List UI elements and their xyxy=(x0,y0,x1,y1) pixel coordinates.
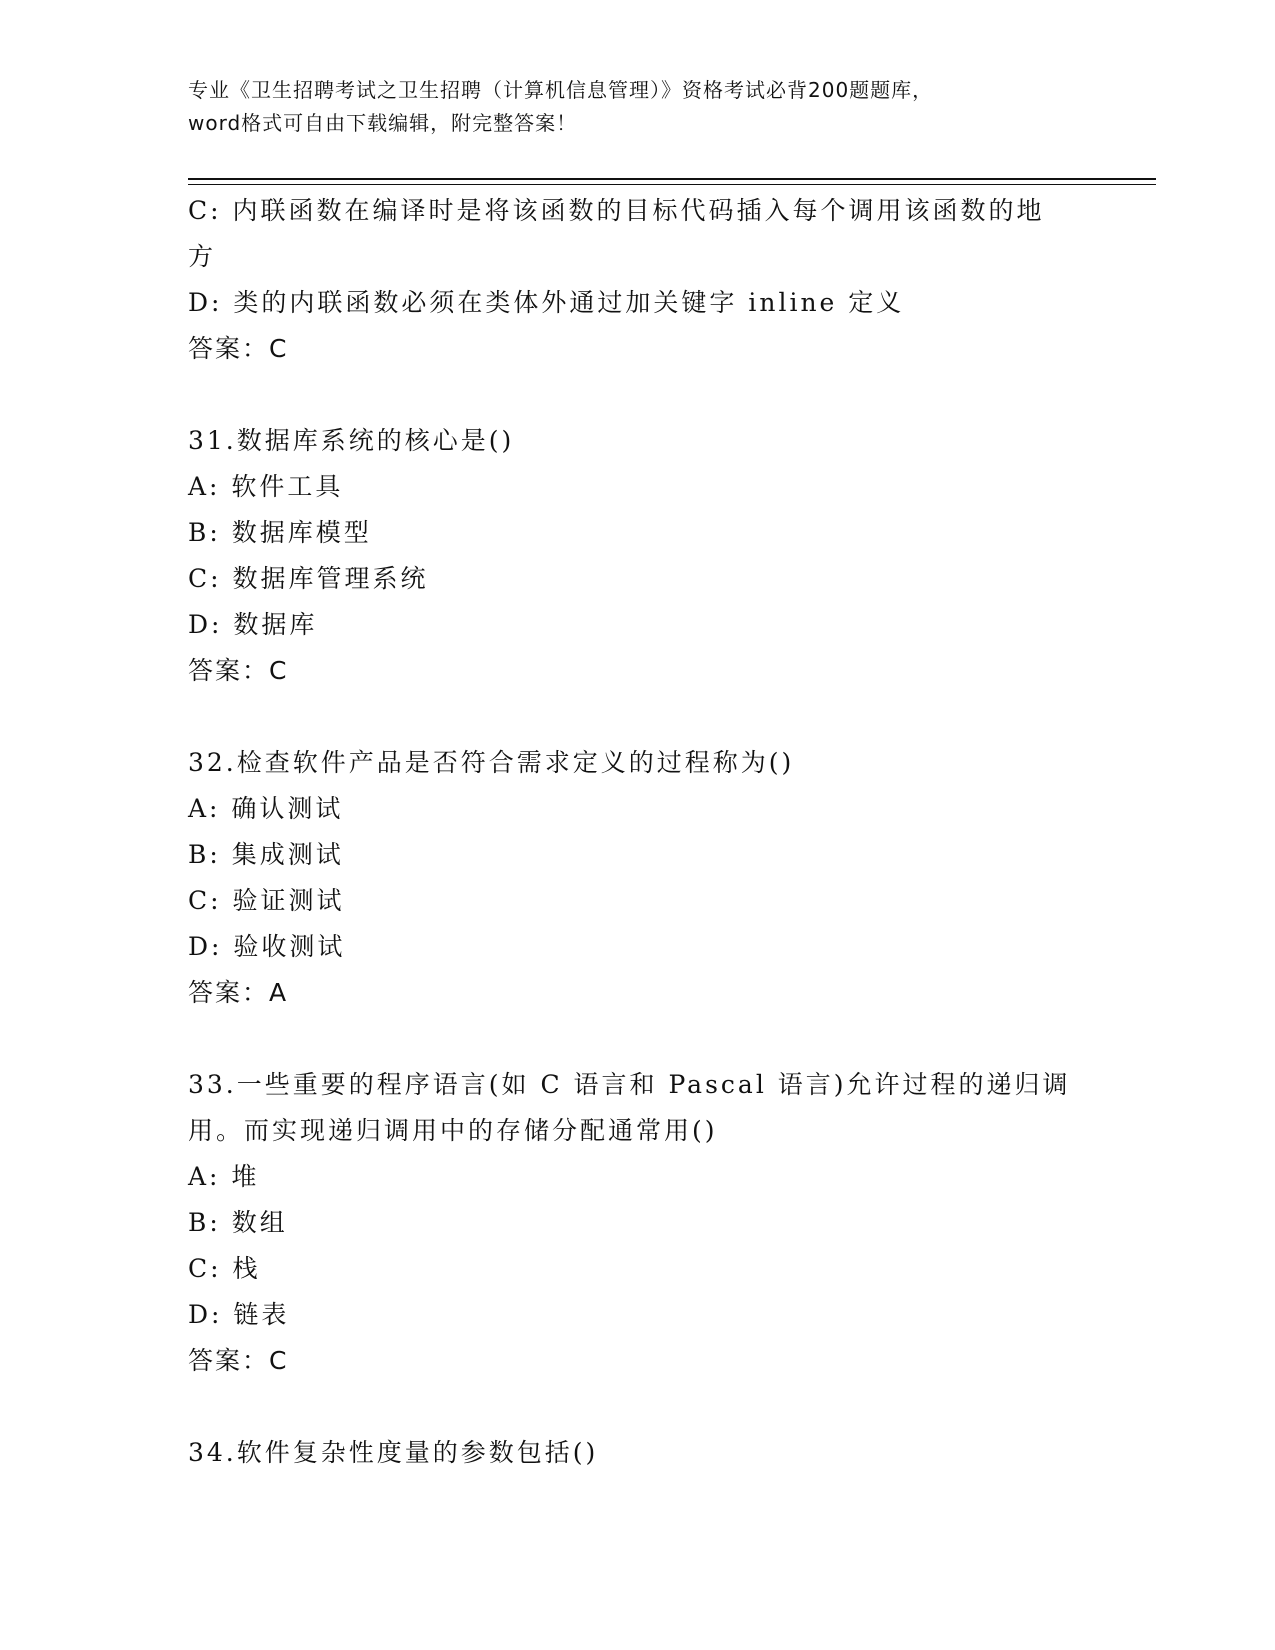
question-stem: 34.软件复杂性度量的参数包括() xyxy=(188,1438,599,1467)
question-spacer xyxy=(188,694,1088,740)
header-title-line-1: 专业《卫生招聘考试之卫生招聘（计算机信息管理）》资格考试必背200题题库， xyxy=(188,78,934,102)
option-a: A: 软件工具 xyxy=(188,472,344,501)
option-c: C: 内联函数在编译时是将该函数的目标代码插入每个调用该函数的地 xyxy=(188,196,1045,225)
question-stem-continued: 用。而实现递归调用中的存储分配通常用() xyxy=(188,1116,718,1145)
answer-line: 答案：A xyxy=(188,978,289,1007)
question-30-continued xyxy=(188,188,1088,372)
question-spacer xyxy=(188,1016,1088,1062)
question-spacer xyxy=(188,372,1088,418)
header-title-line-2: word格式可自由下载编辑，附完整答案！ xyxy=(188,111,578,135)
question-31 xyxy=(188,418,1088,694)
option-c: C: 验证测试 xyxy=(188,886,345,915)
option-d: D: 数据库 xyxy=(188,610,318,639)
question-stem: 32.检查软件产品是否符合需求定义的过程称为() xyxy=(188,748,795,777)
header-divider-thick xyxy=(188,178,1156,180)
option-a: A: 确认测试 xyxy=(188,794,344,823)
option-b: B: 数据库模型 xyxy=(188,518,372,547)
option-b: B: 集成测试 xyxy=(188,840,344,869)
answer-line: 答案：C xyxy=(188,334,289,363)
option-b: B: 数组 xyxy=(188,1208,288,1237)
option-d: D: 验收测试 xyxy=(188,932,346,961)
question-spacer xyxy=(188,1384,1088,1430)
option-d: D: 链表 xyxy=(188,1300,290,1329)
question-stem: 33.一些重要的程序语言(如 C 语言和 Pascal 语言)允许过程的递归调 xyxy=(188,1070,1071,1099)
question-33 xyxy=(188,1062,1088,1384)
option-a: A: 堆 xyxy=(188,1162,260,1191)
option-c-continued: 方 xyxy=(188,242,217,271)
document-header xyxy=(188,74,1088,140)
question-stem: 31.数据库系统的核心是() xyxy=(188,426,515,455)
option-c: C: 数据库管理系统 xyxy=(188,564,429,593)
option-c: C: 栈 xyxy=(188,1254,261,1283)
answer-line: 答案：C xyxy=(188,1346,289,1375)
question-32 xyxy=(188,740,1088,1016)
option-d: D: 类的内联函数必须在类体外通过加关键字 inline 定义 xyxy=(188,288,905,317)
question-list xyxy=(188,188,1088,1476)
header-divider-thin xyxy=(188,184,1156,185)
answer-line: 答案：C xyxy=(188,656,289,685)
question-34 xyxy=(188,1430,1088,1476)
